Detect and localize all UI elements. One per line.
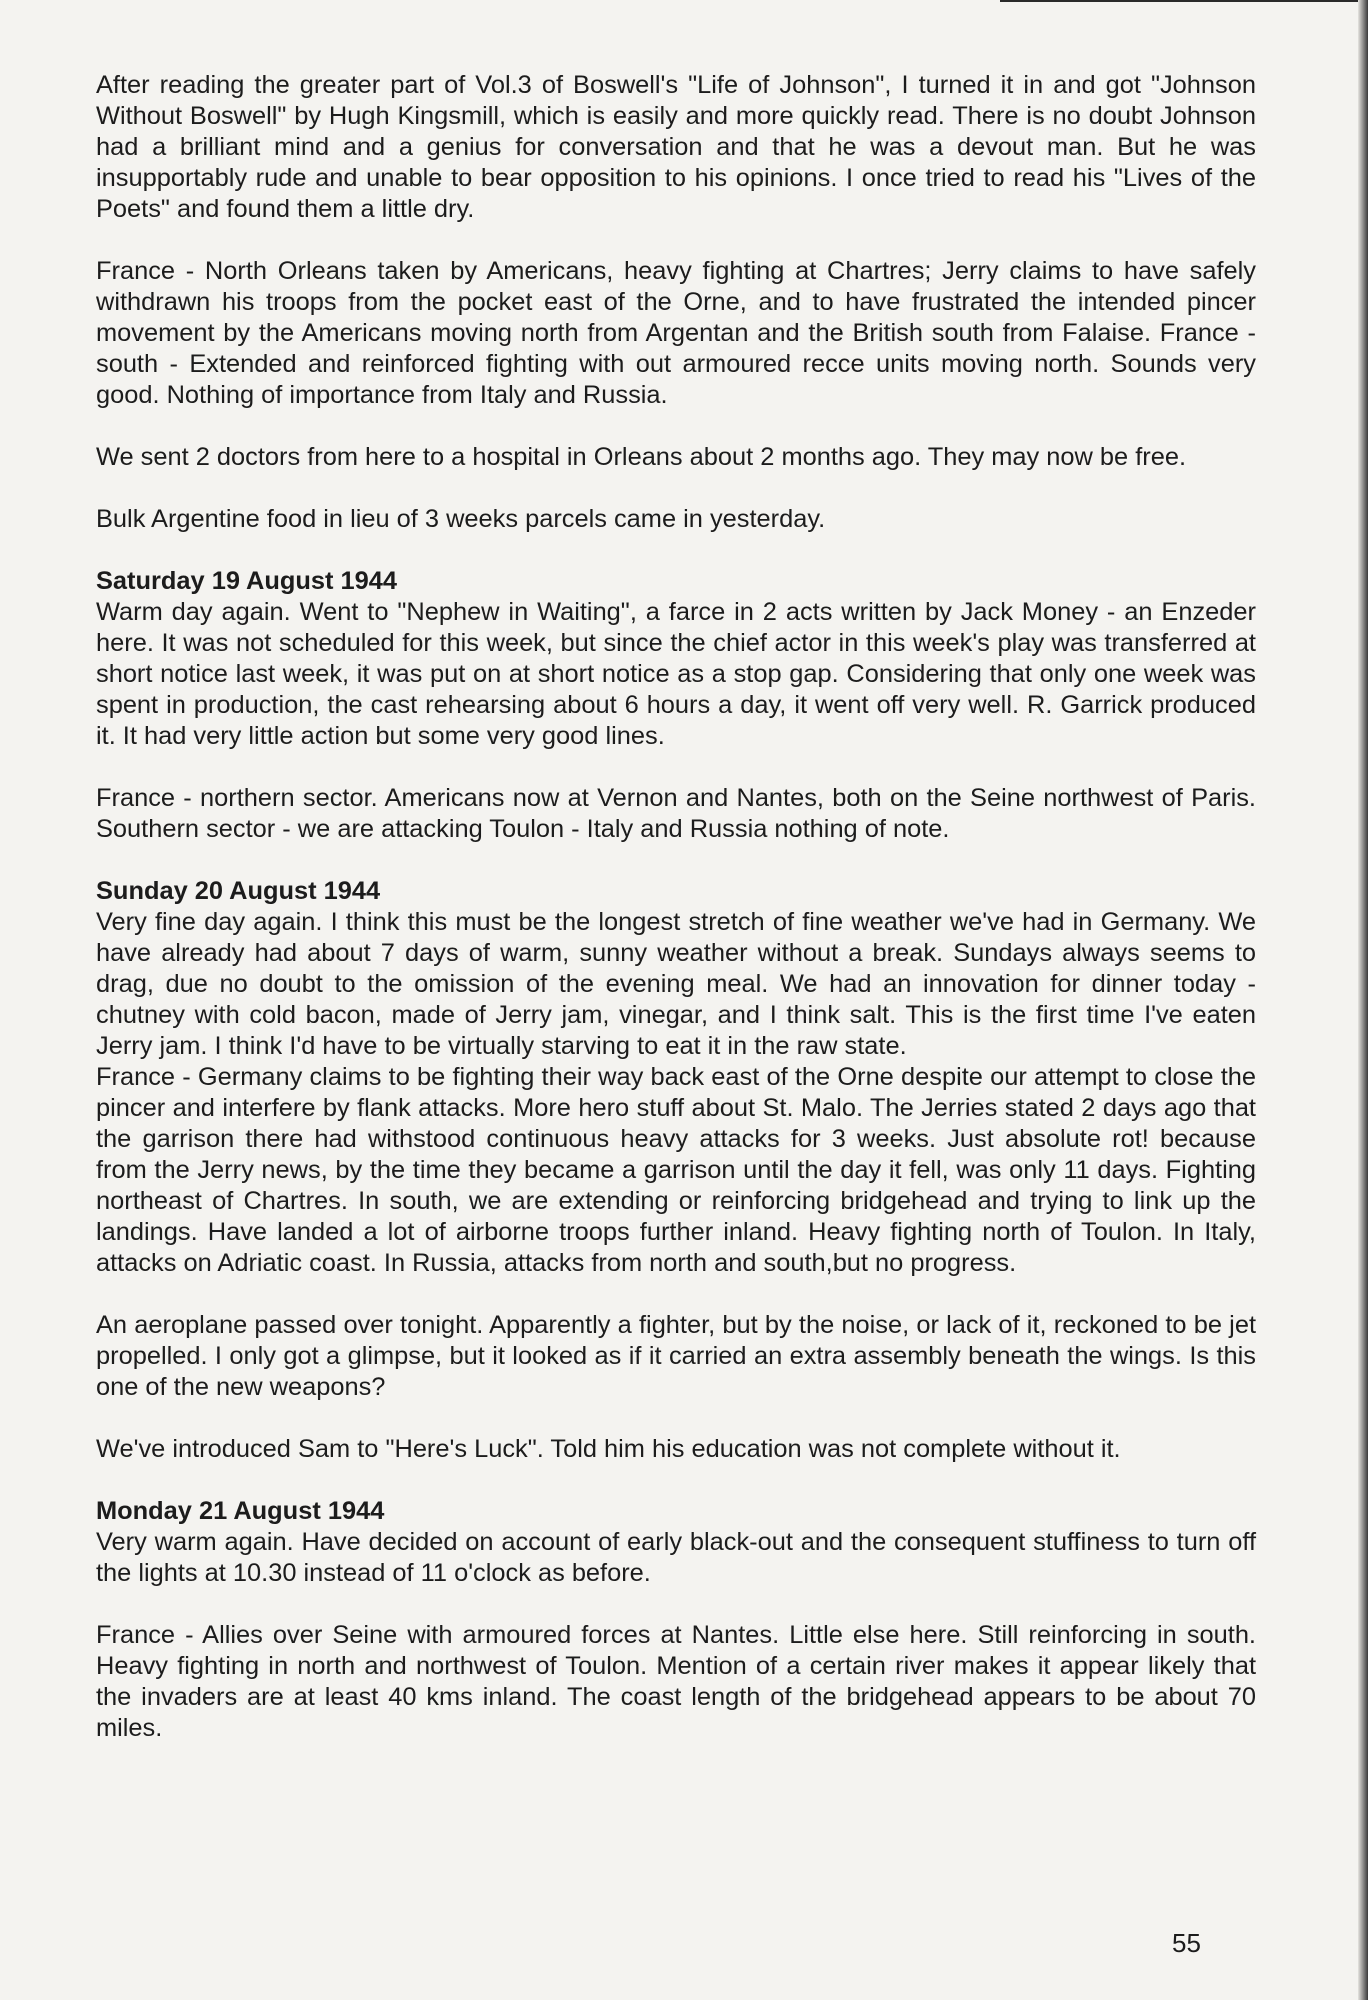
paragraph-monday-lights: Very warm again. Have decided on account of early black-out and the consequent stuffiness to turn off the lights at 10.30 instead of 11 o'clock as before. <box>96 1528 1256 1587</box>
paragraph-sunday-aeroplane: An aeroplane passed over tonight. Apparently a fighter, but by the noise, or lack of it, reckoned to be jet propelled. I only got a glimpse, but it looked as if it carried an extra assembly beneath the wings. Is this one of the new weapons? <box>96 1311 1256 1401</box>
paragraph-france-north-orleans: France - North Orleans taken by Americans, heavy fighting at Chartres; Jerry claims to have safely withdrawn his troops from the pocket east of the Orne, and to have frustrated the intended pincer movement by the Americans moving north from Argentan and the British south from Falaise. France - south - Extended and reinforced fighting with out armoured recce units moving north. Sounds very good. Nothing of importance from Italy and Russia. <box>96 257 1256 409</box>
paragraph-sunday-weather: Very fine day again. I think this must be the longest stretch of fine weather we've had in Germany. We have already had about 7 days of warm, sunny weather without a break. Sundays always seems to drag, due no doubt to the omission of the evening meal. We had an innovation for dinner today - chutney with cold bacon, made of Jerry jam, vinegar, and I think salt. This is the first time I've eaten Jerry jam. I think I'd have to be virtually starving to eat it in the raw state. <box>96 908 1256 1060</box>
scan-edge-shadow <box>1358 0 1368 2000</box>
scan-edge-line <box>1000 0 1368 2</box>
paragraph-argentine-food: Bulk Argentine food in lieu of 3 weeks parcels came in yesterday. <box>96 505 826 533</box>
paragraph-sunday-france: France - Germany claims to be fighting their way back east of the Orne despite our attempt to close the pincer and interfere by flank attacks. More hero stuff about St. Malo. The Jerries stated 2 days ago that the garrison there had withstood continuous heavy attacks for 3 weeks. Just absolute rot! because from the Jerry news, by the time they became a garrison until the day it fell, was only 11 days. Fighting northeast of Chartres. In south, we are extending or reinforcing bridgehead and trying to link up the landings. Have landed a lot of airborne troops further inland. Heavy fighting north of Toulon. In Italy, attacks on Adriatic coast. In Russia, attacks from north and south,but no progress. <box>96 1063 1256 1277</box>
heading-monday: Monday 21 August 1944 <box>96 1497 385 1525</box>
paragraph-sunday-sam: We've introduced Sam to "Here's Luck". Told him his education was not complete without it. <box>96 1435 1121 1463</box>
heading-saturday: Saturday 19 August 1944 <box>96 567 398 595</box>
paragraph-monday-france: France - Allies over Seine with armoured forces at Nantes. Little else here. Still reinforcing in south. Heavy fighting in north and northwest of Toulon. Mention of a certain river makes it appear likely that the invaders are at least 40 kms inland. The coast length of the bridgehead appears to be about 70 miles. <box>96 1621 1256 1742</box>
heading-sunday: Sunday 20 August 1944 <box>96 877 381 905</box>
paragraph-saturday-play: Warm day again. Went to "Nephew in Waiting", a farce in 2 acts written by Jack Money - an Enzeder here. It was not scheduled for this week, but since the chief actor in this week's play was transferred at short notice last week, it was put on at short notice as a stop gap. Considering that only one week was spent in production, the cast rehearsing about 6 hours a day, it went off very well. R. Garrick produced it. It had very little action but some very good lines. <box>96 598 1256 750</box>
paragraph-boswell: After reading the greater part of Vol.3 of Boswell's "Life of Johnson", I turned it in and got "Johnson Without Boswell" by Hugh Kingsmill, which is easily and more quickly read. There is no doubt Johnson had a brilliant mind and a genius for conversation and that he was a devout man. But he was insupportably rude and unable to bear opposition to his opinions. I once tried to read his "Lives of the Poets" and found them a little dry. <box>96 71 1256 223</box>
paragraph-saturday-france: France - northern sector. Americans now at Vernon and Nantes, both on the Seine northwest of Paris. Southern sector - we are attacking Toulon - Italy and Russia nothing of note. <box>96 784 1256 843</box>
page-number: 55 <box>1172 1928 1201 1958</box>
diary-content <box>96 70 1256 1744</box>
paragraph-doctors: We sent 2 doctors from here to a hospital in Orleans about 2 months ago. They may now be free. <box>96 443 1187 471</box>
